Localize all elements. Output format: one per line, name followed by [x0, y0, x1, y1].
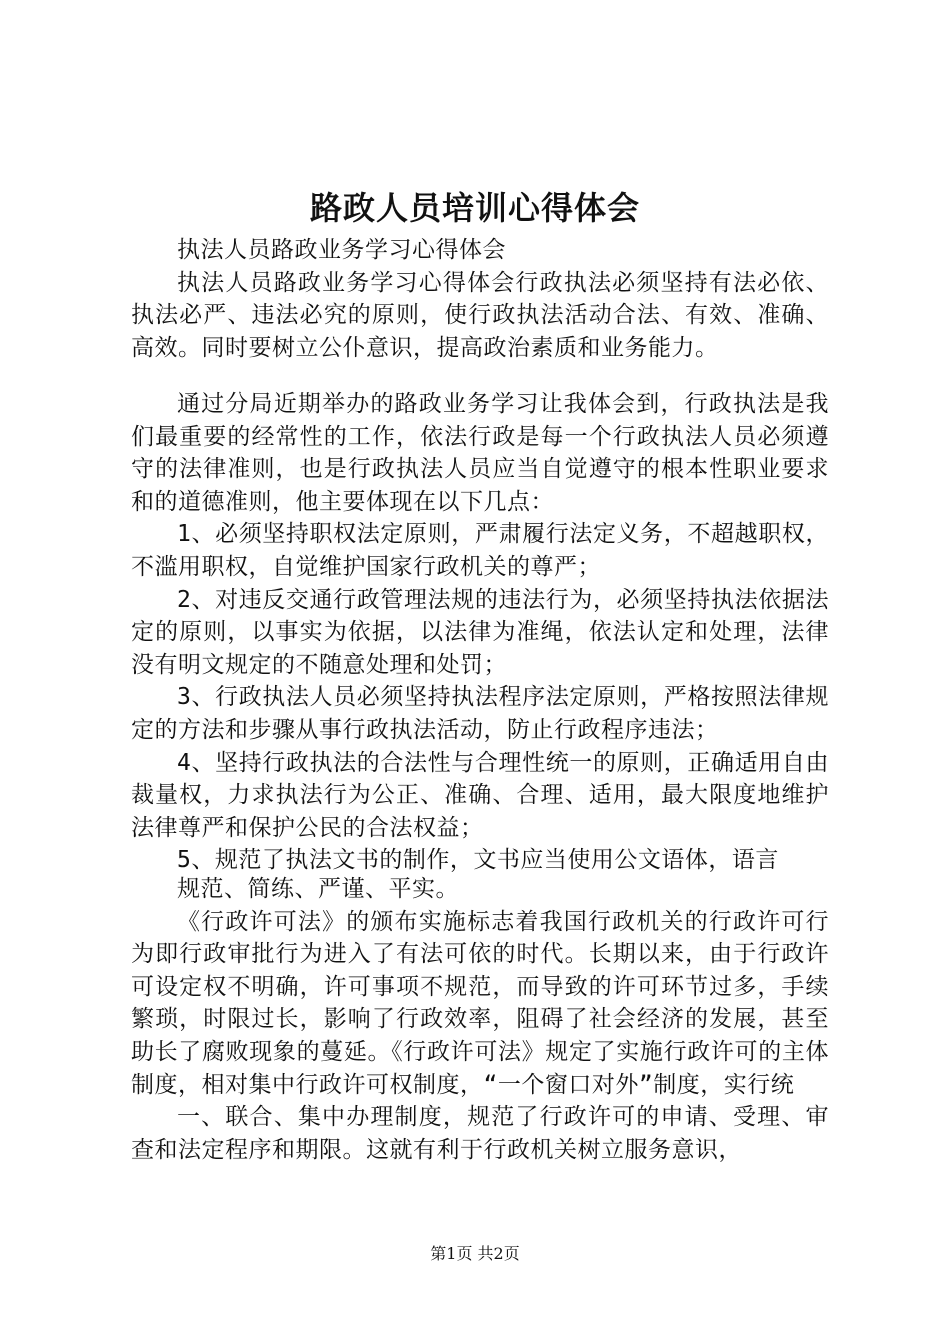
paragraph: 执法人员路政业务学习心得体会行政执法必须坚持有法必依、执法必严、违法必究的原则，使行政执法活动合法、有效、准确、高效。同时要树立公仆意识，提高政治素质和业务能力。 [131, 269, 829, 361]
paragraph: 5、规范了执法文书的制作，文书应当使用公文语体，语言 [177, 847, 779, 874]
paragraph: 《行政许可法》的颁布实施标志着我国行政机关的行政许可行为即行政审批行为进入了有法可依的时代。长期以来，由于行政许可设定权不明确，许可事项不规范，而导致的许可环节过多，手续繁琐，时限过长，影响了行政效率，阻碍了社会经济的发展，甚至助长了腐败现象的蔓延。《行政许可法》规定了实施行政许可的主体制度，相对集中行政许可权制度，“一个窗口对外”制度，实行统 [131, 908, 829, 1098]
paragraph: 通过分局近期举办的路政业务学习让我体会到，行政执法是我们最重要的经常性的工作，依法行政是每一个行政执法人员必须遵守的法律准则，也是行政执法人员应当自觉遵守的根本性职业要求和的道德准则，他主要体现在以下几点： [131, 391, 829, 515]
document-title: 路政人员培训心得体会 [309, 189, 640, 227]
paragraph: 2、对违反交通行政管理法规的违法行为，必须坚持执法依据法定的原则，以事实为依据，以法律为准绳，依法认定和处理，法律没有明文规定的不随意处理和处罚； [131, 586, 829, 678]
body-block-2 [131, 388, 829, 877]
body-block-3 [131, 873, 829, 1166]
page-footer: 第1页 共2页 [430, 1244, 520, 1263]
paragraph: 规范、简练、严谨、平实。 [177, 876, 459, 902]
paragraph: 执法人员路政业务学习心得体会 [177, 237, 506, 263]
body-block-1 [131, 234, 829, 364]
paragraph: 4、坚持行政执法的合法性与合理性统一的原则，正确适用自由裁量权，力求执法行为公正、准确、合理、适用，最大限度地维护法律尊严和保护公民的合法权益； [131, 749, 829, 841]
paragraph: 3、行政执法人员必须坚持执法程序法定原则，严格按照法律规定的方法和步骤从事行政执法活动，防止行政程序违法； [131, 684, 829, 743]
paragraph: 1、必须坚持职权法定原则，严肃履行法定义务，不超越职权，不滥用职权，自觉维护国家行政机关的尊严； [131, 521, 829, 580]
paragraph: 一、联合、集中办理制度，规范了行政许可的申请、受理、审查和法定程序和期限。这就有利于行政机关树立服务意识， [131, 1104, 829, 1163]
